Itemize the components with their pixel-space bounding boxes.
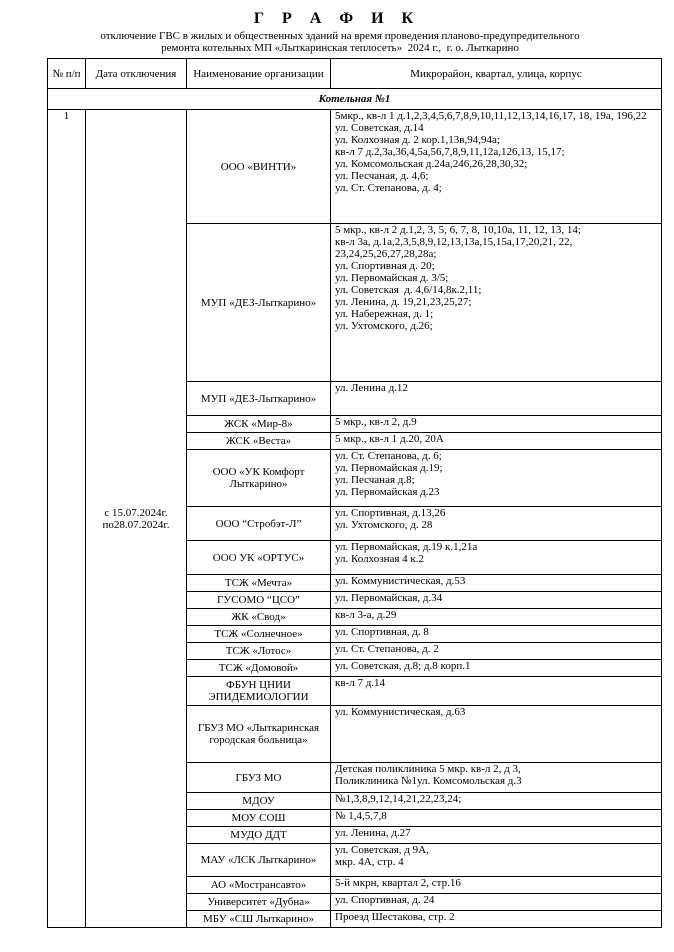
address-line: ул. Ленина д.12: [335, 382, 408, 394]
organization-name: ГБУЗ МО: [187, 763, 331, 793]
address-cell: [331, 827, 662, 844]
organization-name: ООО УК «ОРТУС»: [187, 541, 331, 575]
address-line: ул. Советская, д.8; д.8 корп.1: [335, 660, 471, 672]
address-cell: [331, 507, 662, 541]
header-date: Дата отключения: [86, 59, 187, 89]
address-line: ул. Комсомольская д.24а,246,26,28,30,32;: [335, 158, 528, 170]
address-line: мкр. 4А, стр. 4: [335, 856, 404, 868]
organization-name: ЖСК «Мир-8»: [187, 416, 331, 433]
address-cell: [331, 706, 662, 763]
organization-name: ООО «УК Комфорт Лыткарино»: [187, 450, 331, 507]
address-line: №1,3,8,9,12,14,21,22,23,24;: [335, 793, 462, 805]
organization-name: ТСЖ «Лотос»: [187, 643, 331, 660]
subtitle-line: отключение ГВС в жилых и общественных зданий на время проведения планово-предупредительного: [100, 30, 580, 42]
address-line: Проезд Шестакова, стр. 2: [335, 911, 455, 923]
address-line: ул. Первомайская, д.34: [335, 592, 443, 604]
organization-name: Университет «Дубна»: [187, 894, 331, 911]
header-addr: Микрорайон, квартал, улица, корпус: [331, 59, 662, 89]
address-cell: [331, 626, 662, 643]
address-cell: [331, 541, 662, 575]
address-cell: [331, 224, 662, 382]
address-line: ул. Ст. Степанова, д. 4;: [335, 182, 442, 194]
organization-name: ООО “Стробэт-Л”: [187, 507, 331, 541]
header-num: № п/п: [48, 59, 86, 89]
shutdown-period: с 15.07.2024г. по28.07.2024г.: [86, 110, 187, 928]
address-cell: [331, 810, 662, 827]
address-line: ул. Коммунистическая, д.63: [335, 706, 466, 718]
address-line: № 1,4,5,7,8: [335, 810, 387, 822]
address-line: ул. Спортивная, д. 8: [335, 626, 429, 638]
address-line: ул. Песчаная, д. 4,6;: [335, 170, 429, 182]
address-cell: [331, 592, 662, 609]
organization-name: ООО «ВИНТИ»: [187, 110, 331, 224]
organization-name: МАУ «ЛСК Лыткарино»: [187, 844, 331, 877]
address-line: ул. Советская, д.14: [335, 122, 424, 134]
address-cell: [331, 660, 662, 677]
organization-name: МУП «ДЕЗ-Лыткарино»: [187, 224, 331, 382]
address-line: 5 мкр., кв-л 2 д.1,2, 3, 5, 6, 7, 8, 10,10а, 11, 12, 13, 14;: [335, 224, 581, 236]
address-line: ул. Набережная, д. 1;: [335, 308, 434, 320]
address-line: ул. Колхозная 4 к.2: [335, 553, 424, 565]
organization-name: МУДО ДДТ: [187, 827, 331, 844]
organization-name: МДОУ: [187, 793, 331, 810]
document-subtitle: [40, 30, 640, 54]
organization-name: МОУ СОШ: [187, 810, 331, 827]
address-cell: [331, 894, 662, 911]
address-line: ул. Ленина, д.27: [335, 827, 411, 839]
address-line: ул. Спортивная д. 20;: [335, 260, 435, 272]
address-line: 5-й мкрн, квартал 2, стр.16: [335, 877, 461, 889]
organization-name: ТСЖ «Домовой»: [187, 660, 331, 677]
address-line: ул. Советская д. 4,6/14,8к.2,11;: [335, 284, 482, 296]
address-line: кв-л 3-а, д.29: [335, 609, 397, 621]
document-title: Г Р А Ф И К: [253, 10, 421, 27]
organization-name: ГБУЗ МО «Лыткаринская городская больница»: [187, 706, 331, 763]
row-number: 1: [48, 110, 86, 928]
header-org: Наименование организации: [187, 59, 331, 89]
address-line: ул. Ст. Степанова, д. 6;: [335, 450, 442, 462]
address-line: ул. Первомайская д. 3/5;: [335, 272, 449, 284]
address-line: ул. Ухтомского, д.26;: [335, 320, 433, 332]
address-line: ул. Первомайская д.23: [335, 486, 440, 498]
organization-name: МУП «ДЕЗ-Лыткарино»: [187, 382, 331, 416]
address-line: кв-л 7 д.14: [335, 677, 386, 689]
address-line: ул. Спортивная, д. 24: [335, 894, 435, 906]
address-cell: [331, 877, 662, 894]
organization-name: МБУ «СШ Лыткарино»: [187, 911, 331, 928]
address-line: ул. Ухтомского, д. 28: [335, 519, 433, 531]
address-line: кв-л 7 д.2,3а,36,4,5а,56,7,8,9,11,12а,126,13, 15,17;: [335, 146, 565, 158]
subtitle-line: ремонта котельных МП «Лыткаринская теплосеть» 2024 г., г. о. Лыткарино: [161, 42, 519, 54]
address-line: Детская поликлиника 5 мкр. кв-л 2, д 3,: [335, 763, 521, 775]
schedule-table: [47, 58, 662, 928]
organization-name: ЖСК «Веста»: [187, 433, 331, 450]
address-cell: [331, 110, 662, 224]
address-line: 5 мкр., кв-л 2, д.9: [335, 416, 417, 428]
section-title: Котельная №1: [48, 89, 662, 110]
address-cell: [331, 911, 662, 928]
organization-name: ГУСОМО “ЦСО”: [187, 592, 331, 609]
address-cell: [331, 763, 662, 793]
address-cell: [331, 677, 662, 706]
organization-name: АО «Мострансавто»: [187, 877, 331, 894]
address-line: ул. Колхозная д. 2 кор.1,13в,94,94а;: [335, 134, 500, 146]
address-cell: [331, 575, 662, 592]
address-line: кв-л 3а, д.1а,2,3,5,8,9,12,13,13а,15,15а,17,20,21, 22, 23,24,25,26,27,28,28а;: [335, 236, 576, 260]
organization-name: ТСЖ «Солнечное»: [187, 626, 331, 643]
address-cell: [331, 609, 662, 626]
address-line: ул. Первомайская, д.19 к.1,21а: [335, 541, 478, 553]
address-line: ул. Коммунистическая, д.53: [335, 575, 466, 587]
address-cell: [331, 844, 662, 877]
address-line: ул. Ст. Степанова, д. 2: [335, 643, 439, 655]
section-row: [48, 89, 662, 110]
address-cell: [331, 433, 662, 450]
address-line: 5 мкр., кв-л 1 д.20, 20А: [335, 433, 444, 445]
address-cell: [331, 450, 662, 507]
address-cell: [331, 382, 662, 416]
organization-name: ТСЖ «Мечта»: [187, 575, 331, 592]
address-line: Поликлиника №1ул. Комсомольская д.3: [335, 775, 522, 787]
table-row: [48, 110, 662, 224]
address-cell: [331, 643, 662, 660]
address-line: ул. Первомайская д.19;: [335, 462, 443, 474]
organization-name: ЖК «Свод»: [187, 609, 331, 626]
address-line: ул. Ленина, д. 19,21,23,25,27;: [335, 296, 472, 308]
address-cell: [331, 793, 662, 810]
address-line: ул. Песчаная д.8;: [335, 474, 415, 486]
address-cell: [331, 416, 662, 433]
address-line: ул. Спортивная, д.13,26: [335, 507, 446, 519]
address-line: 5мкр., кв-л 1 д.1,2,3,4,5,6,7,8,9,10,11,12,13,14,16,17, 18, 19а, 196,22: [335, 110, 647, 122]
address-line: ул. Советская, д 9А,: [335, 844, 429, 856]
organization-name: ФБУН ЦНИИ ЭПИДЕМИОЛОГИИ: [187, 677, 331, 706]
table-header-row: [48, 59, 662, 89]
